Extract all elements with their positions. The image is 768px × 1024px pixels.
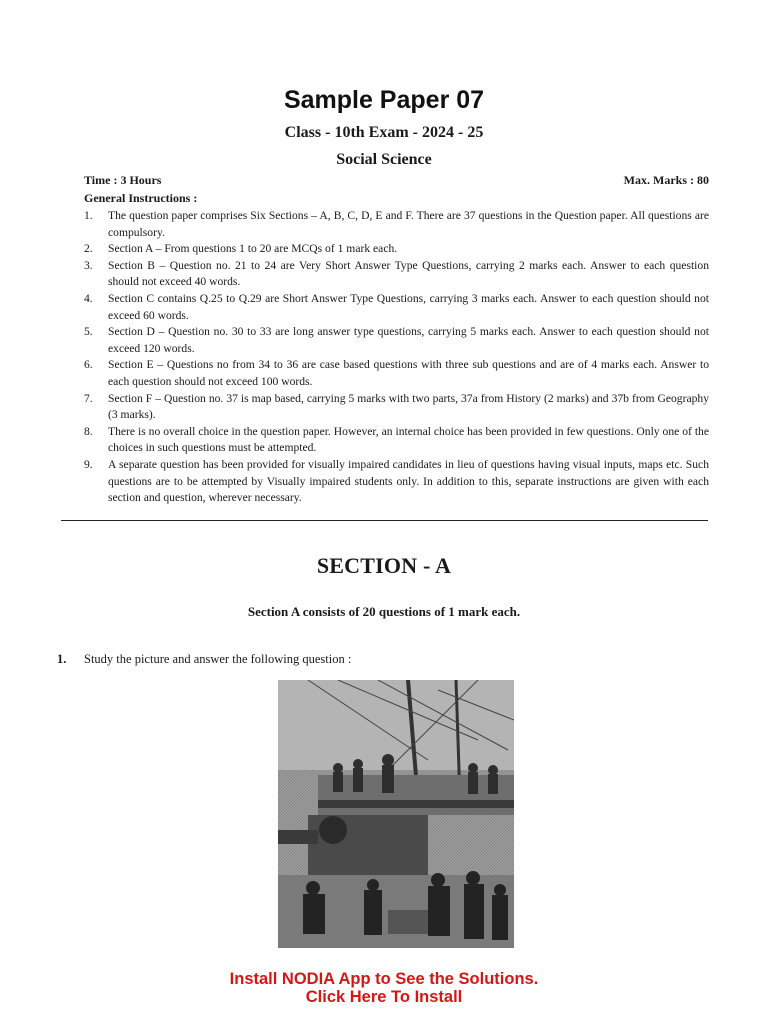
question-number: 1. (57, 652, 67, 666)
instruction-item: 6. Section E – Questions no from 34 to 36 are case based questions with three sub questions and are of 4 marks each. Answer to each question should not exceed 100 words. (84, 358, 709, 388)
max-marks: Max. Marks : 80 (623, 173, 709, 187)
instruction-item: 1. The question paper comprises Six Sections – A, B, C, D, E and F. There are 37 questions in the Question paper. All questions are compulsory. (84, 209, 709, 239)
instruction-item: 8. There is no overall choice in the question paper. However, an internal choice has been provided in few questions. Only one of the choices in such questions must be attempted. (84, 424, 709, 455)
instruction-item: 7. Section F – Question no. 37 is map based, carrying 5 marks with two parts, 37a from History (2 marks) and 37b from Geography (3 marks). (84, 391, 709, 422)
instruction-item: 4. Section C contains Q.25 to Q.29 are Short Answer Type Questions, carrying 3 marks each. Answer to each question should not exceed 60 words. (84, 291, 709, 322)
instruction-item: 2. Section A – From questions 1 to 20 are MCQs of 1 mark each. (84, 242, 398, 256)
exam-meta-row (84, 173, 709, 188)
exam-class-line: Class - 10th Exam - 2024 - 25 (284, 124, 484, 141)
section-divider (61, 520, 708, 521)
general-instructions-heading: General Instructions : (84, 191, 198, 205)
question-text: Study the picture and answer the following question : (84, 652, 352, 666)
subject-name: Social Science (336, 151, 432, 168)
exam-time: Time : 3 Hours (84, 173, 162, 187)
instruction-item: 5. Section D – Question no. 30 to 33 are long answer type questions, carrying 5 marks each. Answer to each question should not exceed 120 words. (84, 325, 709, 355)
section-heading: SECTION - A (316, 553, 452, 578)
instructions-list (84, 208, 709, 507)
install-app-banner (0, 970, 768, 1006)
click-to-install-link[interactable]: Click Here To Install (305, 988, 463, 1006)
section-note: Section A consists of 20 questions of 1 mark each. (247, 604, 521, 619)
question-engraving-image (278, 680, 514, 948)
instruction-item: 3. Section B – Question no. 21 to 24 are Very Short Answer Type Questions, carrying 2 marks each. Answer to each question should not exceed 40 words. (84, 258, 709, 289)
install-app-link[interactable]: Install NODIA App to See the Solutions. (229, 970, 539, 988)
instruction-item: 9. A separate question has been provided for visually impaired candidates in lieu of questions having visual inputs, maps etc. Such questions are to be attempted by Visually impaired students only. In addition to this, separate instructions are given with each section and question, wherever necessary. (84, 457, 709, 505)
paper-title: Sample Paper 07 (283, 86, 485, 114)
